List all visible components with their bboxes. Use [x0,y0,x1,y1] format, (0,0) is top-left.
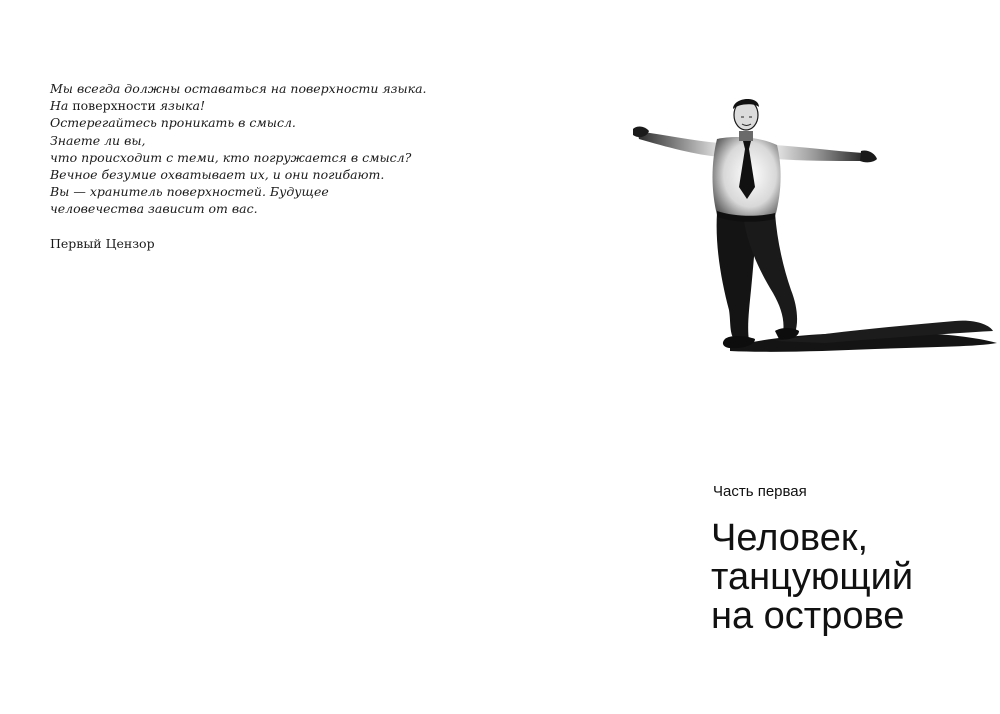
epigraph-line: Вечное безумие охватывает их, и они погибают. [50,167,385,183]
chapter-title [711,519,991,636]
epigraph-line: Вы — хранитель поверхностей. Будущее [50,184,329,200]
epigraph-line: что происходит с теми, кто погружается в смысл? [50,149,412,165]
epigraph-line-start: На [50,98,73,114]
part-label: Часть первая [713,483,807,500]
neck-shape [739,131,753,141]
chapter-title-line: на острове [711,595,905,637]
epigraph-emphasis-word: поверхности [72,98,156,114]
epigraph-line-end: языка! [155,98,205,114]
arm-shape [775,145,863,161]
epigraph-line: Мы всегда должны оставаться на поверхности языка. [50,81,427,96]
arm-shape [637,131,721,157]
epigraph-line: Знаете ли вы, [50,132,146,148]
dancing-man-illustration [625,95,1000,360]
epigraph-line-emphasis [50,97,410,114]
epigraph-line: Остерегайтесь проникать в смысл. [50,115,296,131]
chapter-title-line: танцующий [711,556,914,598]
epigraph-author: Первый Цензор [50,235,155,251]
hand-shape [860,150,877,162]
epigraph-line: человечества зависит от вас. [50,201,258,217]
chapter-title-line: Человек, [711,517,869,559]
epigraph [50,80,427,252]
